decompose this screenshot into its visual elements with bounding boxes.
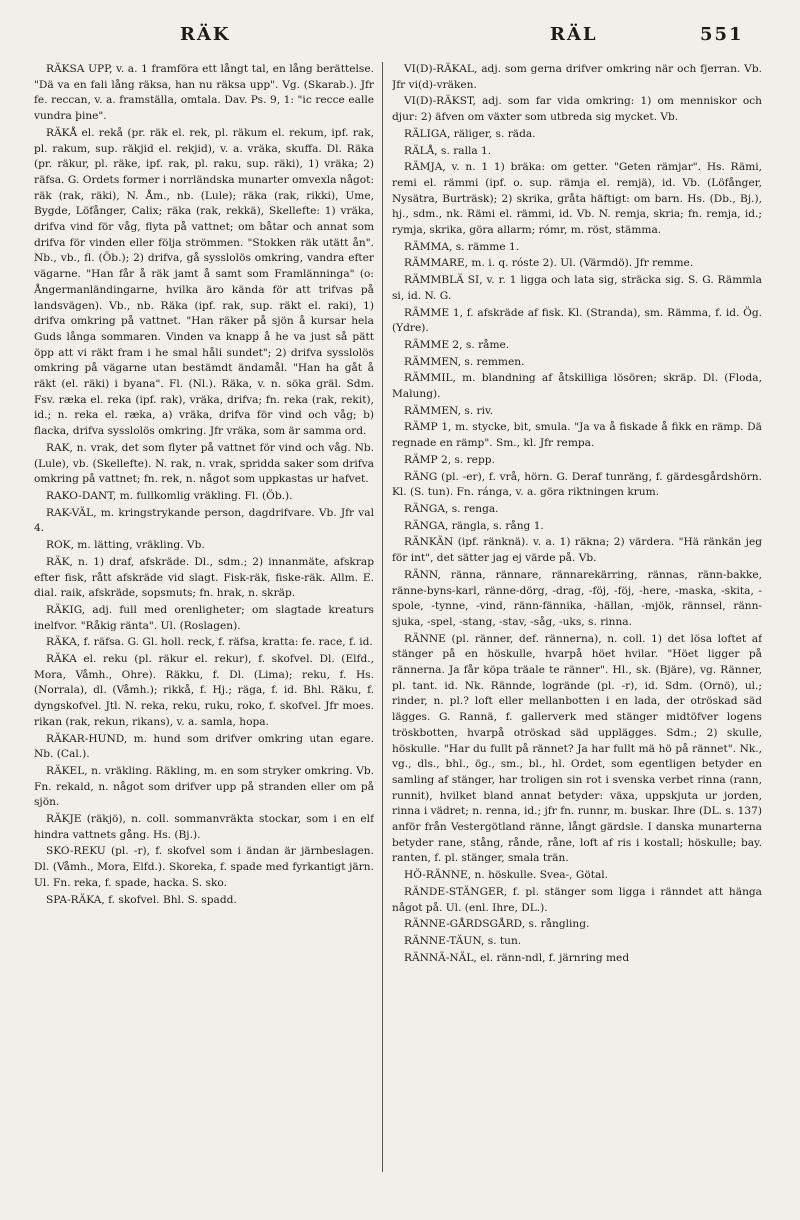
entry: RÄKA el. reku (pl. räkur el. rekur), f. skofvel. Dl. (Elfd., Mora, Våmh., Ohre). Räkku, f. Dl. (Lima); reku, f. Hs. (Norrala), dl. (Våmh.); rikkå, f. Hj.; räga, f. id. Bhl. Räku, f. dyngskofvel. Jtl. N. reka, reku, ruku, roko, f. skofvel. Jfr moes. rikan (rak, rekun, rikans), v. a. samla, hopa.	[34, 653, 374, 728]
entry: RÄMMEN, s. riv.	[404, 404, 494, 417]
entry: RÄLIGA, räliger, s. räda.	[404, 127, 536, 140]
entry: RÄNN, ränna, rännare, rännarekärring, rännas, ränn-bakke, ränne-byns-karl, ränne-dörg, -drag, -föj, -föj, -here, -maska, -skita, -spole, -tynne, -vind, ränn-fännika, -hällan, -mjök, rännsel, ränn-sjuka, -spel, -stang, -stav, -såg, -uks, s. rinna.	[392, 568, 762, 628]
header-right-word: RÄL	[550, 24, 598, 45]
page-number: 551	[700, 24, 744, 45]
entry: RÄKJE (räkjö), n. coll. sommanvräkta stockar, som i en elf hindra vattnets gång. Hs. (Bj.).	[34, 813, 374, 841]
entry: VI(D)-RÄKST, adj. som far vida omkring: 1) om menniskor och djur: 2) äfven om växter som utbreda sig mycket. Vb.	[392, 95, 762, 124]
entry: RAKO-DANT, m. fullkomlig vräkling. Fl. (Öb.).	[46, 489, 293, 502]
entry: RÄMMA, s. rämme 1.	[404, 240, 520, 253]
entry: RÄMME 2, s. råme.	[404, 338, 510, 351]
left-column	[34, 62, 374, 1202]
entry: RÄNNE-GÅRDSGÅRD, s. rångling.	[404, 918, 590, 931]
entry: RÄK, n. 1) draf, afskräde. Dl., sdm.; 2) innanmäte, afskrap efter fisk, rått afskräde vid slagt. Fisk-räk, fiske-räk. Allm. E. dial. raik, afskräde, sopsmuts; fn. hrak, n. skräp.	[34, 555, 374, 600]
entry: RÄMP 2, s. repp.	[404, 453, 495, 466]
entry: RÄMJA, v. n. 1 1) bräka: om getter. "Geten rämjar". Hs. Rämi, remi el. rämmi (ipf. o. sup. rämja el. remjä), id. Vb. (Löfånger, Nysätra, Burträsk); 2) skrika, gråta häftigt: om barn. Hs. (Db., Bj.), hj., sdm., nk. Rämi el. rämmi, id. Vb. N. remja, skria; fn. remja, id.; rymja, skrika, göra allarm; rómr, m. röst, stämma.	[392, 161, 762, 237]
entry: RAK, n. vrak, det som flyter på vattnet för vind och våg. Nb. (Lule), vb. (Skellefte). N. rak, n. vrak, spridda saker som drifva omkring på vattnet; fn. rek, n. något som uppkastas ur hafvet.	[34, 441, 374, 486]
entry: RÄNNE (pl. ränner, def. rännerna), n. coll. 1) det lösa loftet af stänger på en höskulle, hvarpå höet hvilar. "Höet ligger på rännerna. Ja får köpa träale te ränner". Hl., sk. (Bjäre), vg. Ränner, pl. tant. id. Nk. Rännde, logrände (pl. -r), id. Sdm. (Ornö), ul.; rinder, n. pl.? loft eller mellanbotten i en lada, der otröskad säd lägges. G. Rannä, f. gallerverk med stänger midtöfver logens tröskbotten, hvarpå otröskad säd upplägges. Sdm.; 2) skulle, höskulle. "Har du fullt på rännet? Ja har fullt mä hö på rännet". Nk., vg., dls., bhl., ög., sm., bl., hl. Ordet, som egentligen betyder en samling af stänger, har troligen sin rot i svenska verbet rinna (rann, runnit), hvilket bland annat betyder: växa, uppskjuta ur jorden, rinna i vädret; n. renna, id.; jfr fn. runnr, m. buskar. Ihre (DL. s. 137) anför från Vestergötland ränne, långt gärdsle. I danska munarterna betyder rane, stång, rånde, råne, loft af ris i kostall; höskulle; bay. ranten, f. pl. stänger, smala trän.	[392, 632, 762, 865]
column-divider	[382, 62, 383, 1172]
entry: HÖ-RÄNNE, n. höskulle. Svea-, Götal.	[404, 869, 609, 882]
entry: RÄMMIL, m. blandning af åtskilliga lösören; skräp. Dl. (Floda, Malung).	[392, 372, 762, 401]
entry: RÄKÅ el. rekå (pr. räk el. rek, pl. räkum el. rekum, ipf. rak, pl. rakum, sup. räkjid el. rekjid), v. a. vräka, skuffa. Dl. Räka (pr. räkur, pl. räke, ipf. rak, pl. raku, sup. räki), 1) vräka; 2) räfsa. G. Ordets former i norrländska munarter omvexla något: räk (rak, räki), N. Åm., nb. (Lule); räka (rak, rikki), Ume, Bygde, Löfånger, Calix; räka (rak, rekkä), Skellefte: 1) vräka, drifva vind för våg, flyta på vattnet; om båtar och annat som drifva för vinden eller följa strömmen. "Stokken räk utätt ån". Nb., vb., fl. (Öb.); 2) drifva, gå sysslolös omkring, vandra efter vägarne. "Han får å räk jamt å samt som Framlänninga" (o: Ångermanländingarne, hvilka äro kända för att trifvas på landsvägen). Vb., nb. Räka (ipf. rak, sup. räkt el. raki), 1) drifva omkring på vattnet. "Han räker på sjön å kursar hela Guds långa sommaren. Vinden va knapp å he va just så pätt öpp att vi räkt fram i he smal håli sundet"; 2) drifva sysslolös omkring på vägarne utan bestämdt ändamål. "Han ha gåt å räkt (el. räki) i byana". Fl. (Nl.). Räka, v. n. söka gräl. Sdm. Fsv. ræka el. reka (ipf. rak), vräka, drifva; fn. reka (rak, rekit), id.; n. reka el. ræka, a) vräka, drifva för vind och våg; b) flacka, drifva sysslolös omkring. Jfr vräka, som är samma ord.	[34, 126, 374, 438]
entry: RÄKIG, adj. full med orenligheter; om slagtade kreaturs inelfvor. "Råkig ränta". Ul. (Roslagen).	[34, 603, 374, 632]
entry: RÄMP 1, m. stycke, bit, smula. "Ja va å fiskade å fikk en rämp. Dä regnade en rämp". Sm., kl. Jfr rempa.	[392, 421, 762, 450]
entry: RÄMMEN, s. remmen.	[404, 355, 525, 368]
entry: RÄLÅ, s. ralla 1.	[404, 144, 492, 157]
entry: SPA-RÄKA, f. skofvel. Bhl. S. spadd.	[46, 893, 237, 906]
entry: RÄNKÄN (ipf. ränknä). v. a. 1) räkna; 2) värdera. "Hä ränkän jeg för int", det sätter jag ej värde på. Vb.	[392, 536, 762, 565]
entry: RÄNNE-TÄUN, s. tun.	[404, 934, 522, 947]
entry: RÄKA, f. räfsa. G. Gl. holl. reck, f. räfsa, kratta: fe. race, f. id.	[46, 636, 373, 649]
entry: RÄKSA UPP, v. a. 1 framföra ett långt tal, en lång berättelse. "Dä va en fali lång räksa, han nu räksa upp". Vg. (Skarab.). Jfr fe. reccan, v. a. framställa, omtala. Dav. Ps. 9, 1: "ic recce ealle vundra þine".	[34, 63, 374, 123]
entry: RÄMME 1, f. afskräde af fisk. Kl. (Stranda), sm. Rämma, f. id. Ög. (Ydre).	[392, 306, 762, 335]
entry: VI(D)-RÄKAL, adj. som gerna drifver omkring när och fjerran. Vb. Jfr vi(d)-vräken.	[392, 63, 762, 91]
entry: RÄNGA, s. renga.	[404, 502, 499, 515]
entry: RÄMMARE, m. i. q. róste 2). Ul. (Värmdö). Jfr remme.	[404, 257, 694, 270]
entry: RAK-VÄL, m. kringstrykande person, dagdrifvare. Vb. Jfr val 4.	[34, 506, 374, 535]
entry: RÄMMBLÄ SI, v. r. 1 ligga och lata sig, sträcka sig. S. G. Rämmla si, id. N. G.	[392, 274, 762, 302]
entry: RÄNG (pl. -er), f. vrå, hörn. G. Deraf tunräng, f. gärdesgårdshörn. Kl. (S. tun). Fn. ránga, v. a. göra riktningen krum.	[392, 470, 762, 499]
right-column	[392, 62, 762, 1202]
entry: RÄNNÄ-NÄL, el. ränn-ndl, f. järnring med	[404, 951, 630, 964]
entry: SKO-REKU (pl. -r), f. skofvel som i ändan är järnbeslagen. Dl. (Våmh., Mora, Elfd.). Skoreka, f. spade med fyrkantigt järn. Ul. Fn. reka, f. spade, hacka. S. sko.	[34, 845, 374, 889]
header-left-word: RÄK	[180, 24, 231, 45]
entry: RÄNDE-STÄNGER, f. pl. stänger som ligga i ränndet att hänga något på. Ul. (enl. Ihre, DL.).	[392, 885, 762, 914]
running-header	[0, 20, 800, 50]
entry: ROK, m. lätting, vräkling. Vb.	[46, 539, 205, 552]
entry: RÄKEL, n. vräkling. Räkling, m. en som stryker omkring. Vb. Fn. rekald, n. något som drifver upp på stranden eller om på sjön.	[34, 764, 374, 809]
entry: RÄNGA, rängla, s. rång 1.	[404, 519, 544, 532]
entry: RÄKAR-HUND, m. hund som drifver omkring utan egare. Nb. (Cal.).	[34, 732, 374, 761]
